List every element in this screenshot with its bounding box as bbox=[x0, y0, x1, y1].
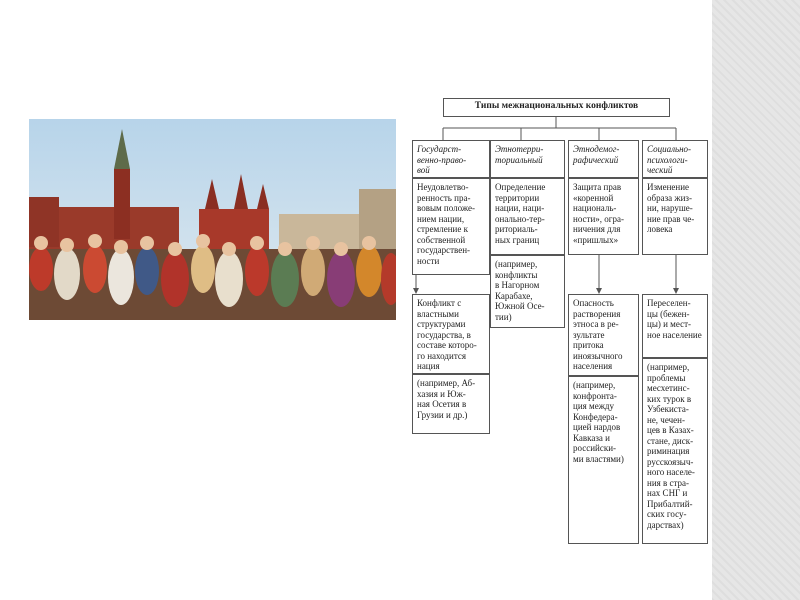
type-ethnoterritorial-heading: Этнотерри- ториальный bbox=[490, 140, 565, 178]
type-ethnodemographic-example: (например, конфронта- ция между Конфедера- цией нардов Кавказа и российски- ми властями) bbox=[568, 376, 639, 544]
type-ethnodemographic-reason: Защита прав «коренной националь- ности», огра- ничения для «пришлых» bbox=[568, 178, 639, 255]
type-sociopsychological-consequence: Переселен- цы (бежен- цы) и мест- ное население bbox=[642, 294, 708, 358]
type-ethnodemographic-consequence: Опасность растворения этноса в ре- зультате притока иноязычного населения bbox=[568, 294, 639, 376]
type-ethnodemographic-heading: Этнодемог- рафический bbox=[568, 140, 639, 178]
type-state-legal-reason: Неудовлетво- ренность пра- вовым положе- нием нации, стремление к собственной государствен- ности bbox=[412, 178, 490, 275]
type-sociopsychological-heading: Социально- психологи- ческий bbox=[642, 140, 708, 178]
type-ethnoterritorial-reason: Определение территории нации, наци- онально-тер- риториаль- ных границ bbox=[490, 178, 565, 255]
type-state-legal-heading: Государст- венно-право- вой bbox=[412, 140, 490, 178]
type-sociopsychological-reason: Изменение образа жиз- ни, наруше- ние прав че- ловека bbox=[642, 178, 708, 255]
type-state-legal-consequence: Конфликт с властными структурами государства, в составе которо- го находится нация bbox=[412, 294, 490, 374]
type-ethnoterritorial-example: (например, конфликты в Нагорном Карабахе, Южной Осе- тии) bbox=[490, 255, 565, 328]
diagram-title: Типы межнациональных конфликтов bbox=[443, 98, 670, 117]
type-sociopsychological-example: (например, проблемы месхетинс- ких турок в Узбекиста- не, чечен- цев в Казах- стане, диск- риминация русскоязыч- ного населе- ния в стра- нах СНГ и Прибалтий- ских госу- дарствах) bbox=[642, 358, 708, 544]
type-state-legal-example: (например, Аб- хазия и Юж- ная Осетия в Грузии и др.) bbox=[412, 374, 490, 434]
